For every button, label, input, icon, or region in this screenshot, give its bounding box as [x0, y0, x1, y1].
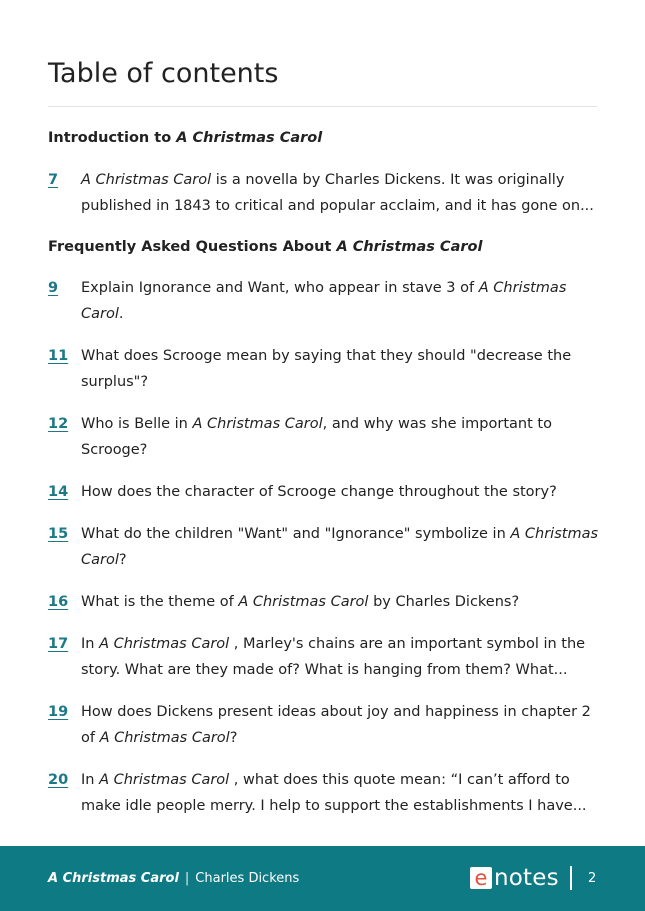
page-link[interactable]: 15 — [48, 526, 69, 542]
toc-entry — [48, 767, 598, 819]
entry-text-after: , what does this quote mean: “I can’t afford to make idle people merry. I help to support the establishments I have... — [81, 772, 587, 814]
entry-italic: A Christmas Carol — [81, 526, 599, 568]
entry-text-before: What do the children "Want" and "Ignorance" symbolize in — [81, 526, 511, 542]
entry-text-after: ? — [229, 730, 238, 746]
entry-text-before: In — [81, 636, 100, 652]
toc-entry — [48, 521, 598, 573]
toc-entry — [48, 275, 598, 327]
heading-book-title: A Christmas Carol — [336, 239, 483, 255]
page-link[interactable]: 16 — [48, 594, 69, 610]
toc-entry — [48, 411, 598, 463]
heading-text: Frequently Asked Questions About — [48, 239, 337, 255]
toc-entry — [48, 589, 598, 615]
toc-entry — [48, 343, 598, 395]
page-footer — [0, 846, 645, 911]
entry-text-after: ? — [118, 552, 127, 568]
entry-text — [81, 521, 598, 573]
footer-book-info — [48, 870, 299, 888]
toc-entry — [48, 167, 598, 219]
page-link[interactable]: 14 — [48, 484, 69, 500]
title-divider — [48, 106, 597, 107]
entry-italic: A Christmas Carol — [192, 416, 323, 432]
entry-text — [81, 167, 598, 219]
entry-text-after: , and why was she important to Scrooge? — [81, 416, 552, 458]
logo-e-icon: e — [470, 867, 492, 889]
entry-italic: A Christmas Carol — [238, 594, 369, 610]
entry-text — [81, 589, 598, 615]
enotes-logo[interactable] — [470, 864, 559, 892]
entry-text — [81, 631, 598, 683]
entry-text-before: What is the theme of — [81, 594, 239, 610]
entry-text-before: Explain Ignorance and Want, who appear in stave 3 of — [81, 280, 479, 296]
footer-author: Charles Dickens — [195, 871, 300, 886]
entry-text — [81, 767, 598, 819]
entry-text-before: How does Dickens present ideas about joy and happiness in chapter 2 of — [81, 704, 591, 746]
entry-text: What does Scrooge mean by saying that they should "decrease the surplus"? — [81, 348, 572, 390]
entry-text-after: by Charles Dickens? — [368, 594, 520, 610]
page-link[interactable]: 12 — [48, 416, 69, 432]
footer-divider — [570, 866, 572, 890]
heading-book-title: A Christmas Carol — [176, 130, 323, 146]
page-link[interactable]: 7 — [48, 172, 59, 188]
page-link[interactable]: 17 — [48, 636, 69, 652]
page-link[interactable]: 9 — [48, 280, 59, 296]
entry-text — [81, 275, 598, 327]
entry-text-body: is a novella by Charles Dickens. It was originally published in 1843 to critical and popular acclaim, and it has gone on... — [81, 172, 594, 214]
toc-entry — [48, 699, 598, 751]
entry-italic: A Christmas Carol — [99, 730, 230, 746]
entry-italic: A Christmas Carol — [99, 772, 230, 788]
page-title: Table of contents — [48, 58, 279, 89]
page-link[interactable]: 19 — [48, 704, 69, 720]
entry-text — [81, 411, 598, 463]
entry-text-before: Who is Belle in — [81, 416, 193, 432]
page-link[interactable]: 11 — [48, 348, 69, 364]
footer-separator: | — [184, 871, 190, 886]
entry-text-after: . — [118, 306, 124, 322]
entry-italic: A Christmas Carol — [81, 280, 567, 322]
toc-entry — [48, 479, 598, 505]
entry-text — [81, 699, 598, 751]
toc-entry — [48, 631, 598, 683]
entry-text: How does the character of Scrooge change throughout the story? — [81, 484, 557, 500]
footer-book-title: A Christmas Carol — [48, 871, 179, 886]
page-link[interactable]: 20 — [48, 772, 69, 788]
entry-text-after: , Marley's chains are an important symbol in the story. What are they made of? What is hanging from them? What... — [81, 636, 586, 678]
entry-text-before: In — [81, 772, 100, 788]
heading-text: Introduction to — [48, 130, 177, 146]
logo-wordmark: notes — [494, 865, 559, 891]
section-heading-faq — [48, 237, 482, 257]
entry-italic: A Christmas Carol — [99, 636, 230, 652]
entry-italic: A Christmas Carol — [81, 172, 212, 188]
section-heading-introduction — [48, 128, 322, 148]
page-number: 2 — [588, 871, 597, 886]
